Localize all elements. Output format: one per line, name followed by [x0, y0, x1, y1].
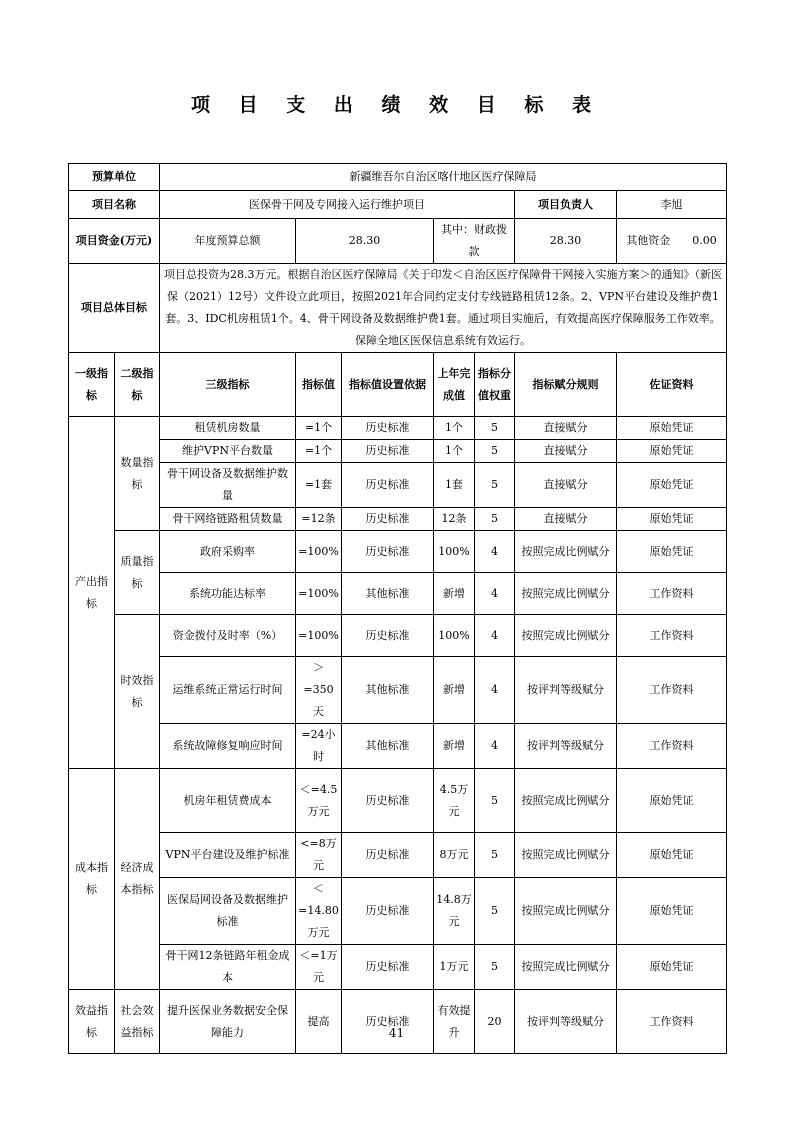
indicator-weight: 5: [475, 508, 515, 531]
project-leader-label: 项目负责人: [515, 191, 617, 219]
indicator-weight: 20: [475, 990, 515, 1054]
indicator-basis: 其他标准: [342, 657, 434, 724]
indicator-value: =100%: [296, 615, 342, 657]
table-row: [69, 440, 727, 463]
indicator-basis: 历史标准: [342, 945, 434, 990]
table-row: [69, 508, 727, 531]
group-cost: 成本指标: [69, 769, 115, 990]
annual-budget-label: 年度预算总额: [160, 219, 296, 264]
indicator-name: 提升医保业务数据安全保障能力: [160, 990, 296, 1054]
indicator-rule: 按照完成比例赋分: [515, 945, 617, 990]
indicator-name: 资金拨付及时率（%）: [160, 615, 296, 657]
indicator-rule: 按评判等级赋分: [515, 990, 617, 1054]
indicator-last-year: 14.8万元: [434, 878, 475, 945]
indicator-evidence: 工作资料: [617, 657, 727, 724]
indicator-value: ＜=1万元: [296, 945, 342, 990]
indicator-name: 系统故障修复响应时间: [160, 724, 296, 769]
project-funds-label: 项目资金(万元): [69, 219, 160, 264]
table-row: [69, 657, 727, 724]
indicator-basis: 历史标准: [342, 833, 434, 878]
indicator-rule: 按照完成比例赋分: [515, 878, 617, 945]
group-output: 产出指标: [69, 417, 115, 769]
table-row: [69, 724, 727, 769]
indicator-last-year: 新增: [434, 657, 475, 724]
indicator-name: 机房年租赁费成本: [160, 769, 296, 833]
indicator-last-year: 1套: [434, 463, 475, 508]
indicator-weight: 5: [475, 417, 515, 440]
indicator-rule: 按照完成比例赋分: [515, 573, 617, 615]
indicator-name: 骨干网络链路租赁数量: [160, 508, 296, 531]
indicator-evidence: 原始凭证: [617, 833, 727, 878]
indicator-evidence: 原始凭证: [617, 440, 727, 463]
indicator-last-year: 100%: [434, 615, 475, 657]
col-last-year: 上年完成值: [434, 353, 475, 417]
indicator-value: =100%: [296, 573, 342, 615]
indicator-last-year: 1万元: [434, 945, 475, 990]
indicator-rule: 直接赋分: [515, 463, 617, 508]
indicator-evidence: 原始凭证: [617, 769, 727, 833]
group-economic-cost: 经济成本指标: [115, 769, 160, 990]
indicator-rule: 直接赋分: [515, 440, 617, 463]
other-funds-value: [617, 219, 727, 264]
indicator-weight: 4: [475, 573, 515, 615]
indicator-rule: 按照完成比例赋分: [515, 833, 617, 878]
fiscal-funds-label: 其中：财政拨款: [434, 219, 515, 264]
table-row: [69, 463, 727, 508]
col-level2: 二级指标: [115, 353, 160, 417]
indicator-value: =24小时: [296, 724, 342, 769]
indicator-evidence: 工作资料: [617, 573, 727, 615]
indicator-last-year: 8万元: [434, 833, 475, 878]
budget-unit-row: [69, 164, 727, 191]
indicator-name: 系统功能达标率: [160, 573, 296, 615]
overall-goal-row: [69, 264, 727, 353]
indicator-evidence: 工作资料: [617, 724, 727, 769]
project-name-label: 项目名称: [69, 191, 160, 219]
indicator-basis: 其他标准: [342, 724, 434, 769]
indicator-weight: 5: [475, 833, 515, 878]
indicator-basis: 历史标准: [342, 615, 434, 657]
table-row: [69, 833, 727, 878]
col-rule: 指标赋分规则: [515, 353, 617, 417]
col-value: 指标值: [296, 353, 342, 417]
indicator-value: <=8万元: [296, 833, 342, 878]
group-social-benefit: 社会效益指标: [115, 990, 160, 1054]
indicator-name: 医保局网设备及数据维护标准: [160, 878, 296, 945]
indicator-value: 提高: [296, 990, 342, 1054]
other-funds-label: 其他资金: [626, 234, 671, 247]
indicator-basis: 历史标准: [342, 417, 434, 440]
indicator-rule: 直接赋分: [515, 508, 617, 531]
indicator-name: 维护VPN平台数量: [160, 440, 296, 463]
col-evidence: 佐证资料: [617, 353, 727, 417]
group-timeliness: 时效指标: [115, 615, 160, 769]
indicator-name: VPN平台建设及维护标准: [160, 833, 296, 878]
project-funds-row: [69, 219, 727, 264]
group-quality: 质量指标: [115, 531, 160, 615]
indicator-evidence: 原始凭证: [617, 945, 727, 990]
indicator-last-year: 新增: [434, 724, 475, 769]
indicator-weight: 5: [475, 945, 515, 990]
table-row: [69, 945, 727, 990]
indicator-weight: 4: [475, 531, 515, 573]
indicator-last-year: 新增: [434, 573, 475, 615]
other-funds-amount: 0.00: [692, 234, 717, 247]
indicator-last-year: 12条: [434, 508, 475, 531]
budget-unit-label: 预算单位: [69, 164, 160, 191]
table-row: [69, 615, 727, 657]
indicator-basis: 其他标准: [342, 573, 434, 615]
indicator-basis: 历史标准: [342, 990, 434, 1054]
budget-unit-value: 新疆维吾尔自治区喀什地区医疗保障局: [160, 164, 727, 191]
indicator-value: ＜=4.5万元: [296, 769, 342, 833]
indicator-basis: 历史标准: [342, 769, 434, 833]
indicator-weight: 5: [475, 769, 515, 833]
indicator-rule: 直接赋分: [515, 417, 617, 440]
indicator-evidence: 工作资料: [617, 990, 727, 1054]
page-number: 41: [388, 1026, 405, 1040]
indicator-value: =100%: [296, 531, 342, 573]
indicator-name: 骨干网设备及数据维护数量: [160, 463, 296, 508]
indicator-basis: 历史标准: [342, 531, 434, 573]
indicator-weight: 5: [475, 878, 515, 945]
indicator-value: =12条: [296, 508, 342, 531]
performance-target-table: [68, 163, 727, 1054]
indicator-evidence: 原始凭证: [617, 878, 727, 945]
indicator-basis: 历史标准: [342, 878, 434, 945]
indicator-last-year: 有效提升: [434, 990, 475, 1054]
project-name-row: [69, 191, 727, 219]
project-leader-value: 李旭: [617, 191, 727, 219]
col-weight: 指标分值权重: [475, 353, 515, 417]
indicator-evidence: 原始凭证: [617, 463, 727, 508]
indicator-rule: 按评判等级赋分: [515, 657, 617, 724]
indicator-evidence: 工作资料: [617, 615, 727, 657]
indicator-rule: 按照完成比例赋分: [515, 615, 617, 657]
table-row: [69, 531, 727, 573]
indicator-name: 骨干网12条链路年租金成本: [160, 945, 296, 990]
indicator-name: 政府采购率: [160, 531, 296, 573]
indicator-weight: 5: [475, 440, 515, 463]
group-benefit: 效益指标: [69, 990, 115, 1054]
page-title: 项 目 支 出 绩 效 目 标 表: [191, 94, 602, 116]
indicator-evidence: 原始凭证: [617, 531, 727, 573]
group-quantity: 数量指标: [115, 417, 160, 531]
annual-budget-value: 28.30: [296, 219, 434, 264]
col-level3: 三级指标: [160, 353, 296, 417]
indicator-name: 租赁机房数量: [160, 417, 296, 440]
table-row: [69, 769, 727, 833]
indicator-value: ＜=14.80万元: [296, 878, 342, 945]
indicator-last-year: 4.5万元: [434, 769, 475, 833]
overall-goal-label: 项目总体目标: [69, 264, 160, 353]
indicator-weight: 4: [475, 724, 515, 769]
indicator-value: =1套: [296, 463, 342, 508]
indicator-weight: 4: [475, 657, 515, 724]
indicator-rule: 按照完成比例赋分: [515, 531, 617, 573]
indicator-weight: 4: [475, 615, 515, 657]
indicator-basis: 历史标准: [342, 508, 434, 531]
indicator-basis: 历史标准: [342, 463, 434, 508]
overall-goal-text: 项目总投资为28.3万元。根据自治区医疗保障局《关于印发＜自治区医疗保障骨干网接入实施方案＞的通知》（新医保（2021）12号）文件设立此项目，按照2021年合同约定支付专线链路租赁12条。2、VPN平台建设及维护费1套。3、IDC机房租赁1个。4、骨干网设备及数据维护费1套。通过项目实施后，有效提高医疗保障服务工作效率。保障全地区医保信息系统有效运行。: [160, 264, 727, 353]
indicator-last-year: 1个: [434, 440, 475, 463]
indicator-rule: 按照完成比例赋分: [515, 769, 617, 833]
indicator-value: =1个: [296, 417, 342, 440]
indicator-last-year: 1个: [434, 417, 475, 440]
indicator-basis: 历史标准: [342, 440, 434, 463]
indicator-value: =1个: [296, 440, 342, 463]
column-header-row: [69, 353, 727, 417]
indicator-name: 运维系统正常运行时间: [160, 657, 296, 724]
col-level1: 一级指标: [69, 353, 115, 417]
project-name-value: 医保骨干网及专网接入运行维护项目: [160, 191, 515, 219]
table-row: [69, 878, 727, 945]
indicator-evidence: 原始凭证: [617, 417, 727, 440]
indicator-weight: 5: [475, 463, 515, 508]
indicator-rule: 按评判等级赋分: [515, 724, 617, 769]
table-row: [69, 417, 727, 440]
indicator-value: ＞=350天: [296, 657, 342, 724]
fiscal-funds-value: 28.30: [515, 219, 617, 264]
table-row: [69, 990, 727, 1054]
indicator-last-year: 100%: [434, 531, 475, 573]
indicator-evidence: 原始凭证: [617, 508, 727, 531]
table-row: [69, 573, 727, 615]
col-basis: 指标值设置依据: [342, 353, 434, 417]
